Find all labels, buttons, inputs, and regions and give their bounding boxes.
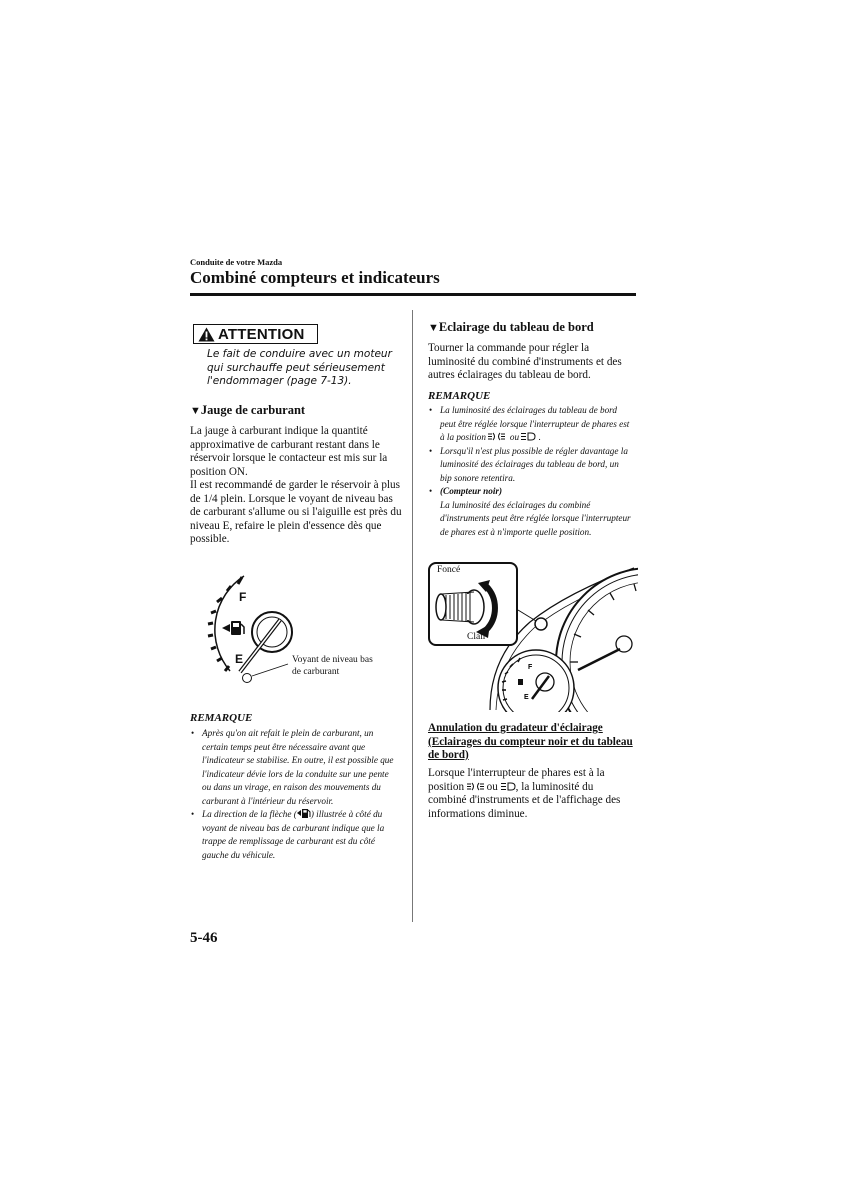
down-triangle-icon: ▼: [428, 322, 439, 334]
column-divider: [412, 310, 413, 922]
gauge-empty-label: E: [235, 652, 244, 666]
fuel-gauge-paragraph-2: Il est recommandé de garder le réservoir à plus de 1/4 plein. Lorsque le voyant de niveau bas de carburant s'allume ou si l'aiguille est près du niveau E, refaire le plein d'essence dès que possible.: [190, 479, 402, 545]
fuel-gauge-paragraph-1: La jauge à carburant indique la quantité approximative de carburant restant dans le réservoir lorsque le contacteur est mis sur la position ON.: [190, 425, 388, 478]
dash-note-2: • Lorsqu'il n'est plus possible de régler davantage la luminosité des éclairages du tableau de bord, un bip sonore retentira.: [428, 445, 632, 486]
attention-label: ATTENTION: [218, 325, 305, 343]
attention-text: Le fait de conduire avec un moteur qui surchauffe peut sérieusement l'endommager (page 7-13).: [207, 348, 392, 387]
dash-note-title: REMARQUE: [428, 390, 491, 402]
dimmer-dark-label: Foncé: [437, 565, 461, 575]
dimmer-figure: [428, 562, 638, 712]
title-rule: [190, 293, 636, 296]
dash-note-3: • (Compteur noir) La luminosité des éclairages du combiné d'instruments peut être réglée lorsque l'interrupteur de phares est à n'importe quelle position.: [428, 485, 632, 539]
gauge-full-label: F: [239, 590, 247, 604]
dash-lighting-heading: ▼Eclairage du tableau de bord: [428, 320, 594, 334]
parking-lights-icon: [467, 782, 484, 791]
warning-triangle-icon: [198, 327, 215, 342]
fuel-notes: [190, 727, 398, 862]
parking-lights-icon: [488, 432, 505, 441]
attention-box: [193, 324, 318, 344]
fuel-gauge-heading: ▼Jauge de carburant: [190, 403, 306, 417]
page-title: Combiné compteurs et indicateurs: [190, 268, 440, 287]
headlights-icon: [521, 432, 536, 441]
dash-lighting-paragraph: Tourner la commande pour régler la luminosité du combiné d'instruments et des autres éclairages du tableau de bord.: [428, 342, 622, 381]
dash-notes: [428, 404, 632, 539]
fuel-pump-icon: [297, 808, 311, 818]
dimmer-light-label: Clair: [467, 632, 486, 642]
breadcrumb: Conduite de votre Mazda: [190, 257, 283, 267]
svg-text:E: E: [524, 694, 529, 701]
low-fuel-callout: Voyant de niveau bas de carburant: [292, 655, 373, 677]
dash-note-1: • La luminosité des éclairages du tableau de bord peut être réglée lorsque l'interrupteur de phares est à la position ou .: [428, 404, 632, 445]
dimmer-cancel-heading: Annulation du gradateur d'éclairage (Eclairages du compteur noir et du tableau de bord): [428, 722, 633, 761]
fuel-note-1: • Après qu'on ait refait le plein de carburant, un certain temps peut être nécessaire avant que l'indicateur se stabilise. En outre, il est possible que l'indicateur dévie lors de la conduite sur une pente ou dans un virage, en raison des mouvements du carburant à l'intérieur du réservoir.: [190, 727, 398, 808]
fuel-note-title: REMARQUE: [190, 712, 253, 724]
headlights-icon: [501, 782, 516, 791]
fuel-pump-icon: [222, 621, 244, 635]
down-triangle-icon: ▼: [190, 405, 201, 417]
fuel-note-2: • La direction de la flèche ( ) illustrée à côté du voyant de niveau bas de carburant indique que la trappe de remplissage de carburant est du côté gauche du véhicule.: [190, 808, 398, 862]
page-number: 5-46: [190, 930, 218, 946]
svg-text:F: F: [528, 664, 533, 671]
dimmer-cancel-text: Lorsque l'interrupteur de phares est à la position ou , la luminosité du combiné d'instruments et de l'affichage des informations diminue.: [428, 767, 621, 820]
